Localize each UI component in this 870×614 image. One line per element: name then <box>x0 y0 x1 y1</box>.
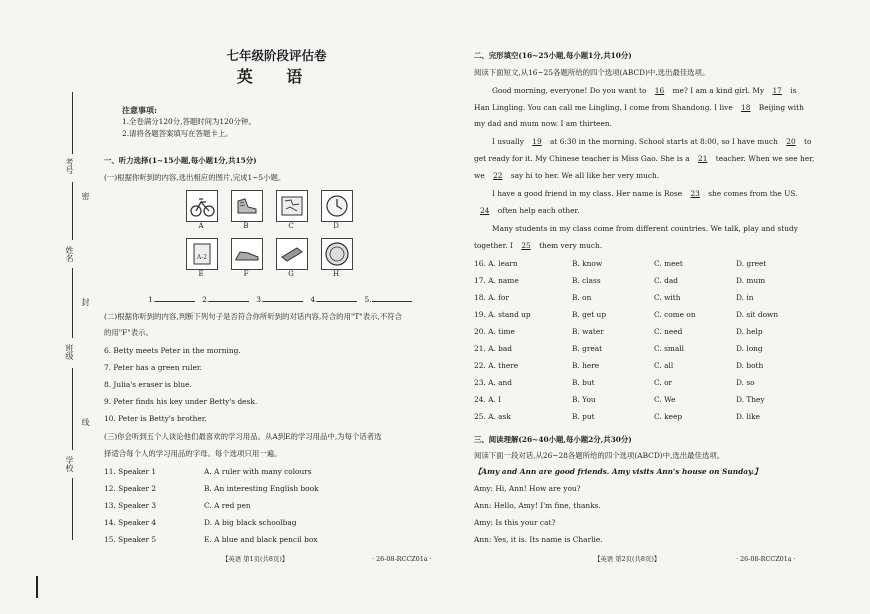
passage-line: Good morning, everyone! Do you want to 16 me? I am a kind girl. My 17 is <box>492 86 797 95</box>
option-b: B. but <box>572 378 595 387</box>
passage-line: get ready for it. My Chinese teacher is Miss Gao. She is a 21 teacher. When we see her, <box>474 154 815 163</box>
speaker-option: E. A blue and black pencil box <box>204 535 318 544</box>
note-line: 2.请将各题答案填写在答题卡上。 <box>122 129 233 138</box>
page-footer: 【英语 第2页(共8页)】 <box>594 555 661 563</box>
passage-line: I usually 19 at 6:30 in the morning. School starts at 8:00, so I have much 20 to <box>492 137 812 146</box>
shoes-icon <box>231 238 263 270</box>
passage-line: together. I 25 them very much. <box>474 241 603 250</box>
option-row <box>474 396 804 406</box>
blank-label: 4. <box>310 295 318 304</box>
passage-line: my dad and mum now. I am thirteen. <box>474 119 612 128</box>
option-row <box>474 379 804 389</box>
binding-mark <box>36 576 38 598</box>
option-a: 22. A. there <box>474 361 519 370</box>
part-2-instruction: (二)根据你听到的内容,判断下列句子是否符合你所听到的对话内容,符合的用"T"表示,不符合 <box>104 312 402 321</box>
answer-blank[interactable] <box>155 294 195 302</box>
binding-gutter <box>0 0 100 614</box>
passage-line: 24 often help each other. <box>480 206 580 215</box>
part-2-instruction-cont: 的用"F"表示。 <box>104 328 153 337</box>
speaker-label: 14. Speaker 4 <box>104 518 157 527</box>
passage-line: I have a good friend in my class. Her name is Rose 23 she comes from the US. <box>492 189 798 198</box>
notes-heading: 注意事项: <box>122 105 157 115</box>
option-c: C. all <box>654 361 674 370</box>
option-row <box>474 311 804 321</box>
speaker-option: C. A red pen <box>204 501 251 510</box>
gutter-label-seal-2: 封 <box>81 298 90 306</box>
option-b: B. water <box>572 327 604 336</box>
option-d: D. sit down <box>736 310 779 319</box>
speaker-option: A. A ruler with many colours <box>204 467 312 476</box>
option-b: B. put <box>572 412 595 421</box>
page-footer: 【英语 第1页(共8页)】 <box>222 555 289 563</box>
gutter-label-school: 学校 <box>65 456 74 472</box>
answer-blank[interactable] <box>317 294 357 302</box>
blank-label: 2. <box>202 295 210 304</box>
blank-label: 1. <box>148 295 156 304</box>
option-row <box>474 294 804 304</box>
option-d: D. greet <box>736 259 767 268</box>
option-d: D. They <box>736 395 765 404</box>
map-icon <box>276 190 308 222</box>
passage-line: Many students in my class come from different countries. We talk, play and study <box>492 224 798 233</box>
option-c: C. dad <box>654 276 678 285</box>
option-c: C. need <box>654 327 683 336</box>
option-b: B. on <box>572 293 592 302</box>
option-a: 20. A. time <box>474 327 515 336</box>
option-a: 24. A. I <box>474 395 502 404</box>
reading-context: 【Amy and Ann are good friends. Amy visits Ann's house on Sunday.】 <box>474 467 762 476</box>
gutter-label-line: 线 <box>81 418 90 426</box>
tf-item: 7. Peter has a green ruler. <box>104 363 202 372</box>
speaker-label: 12. Speaker 2 <box>104 484 157 493</box>
picture-label: H <box>332 270 340 278</box>
section-2-heading: 二、完形填空(16~25小题,每小题1分,共10分) <box>474 51 632 60</box>
blank-label: 5. <box>364 295 372 304</box>
option-a: 16. A. learn <box>474 259 518 268</box>
gutter-label-seal: 密 <box>81 192 90 200</box>
gutter-line <box>72 92 73 154</box>
option-c: C. come on <box>654 310 696 319</box>
calendar-icon <box>186 238 218 270</box>
gutter-line <box>72 478 73 540</box>
option-b: B. great <box>572 344 603 353</box>
option-a: 19. A. stand up <box>474 310 531 319</box>
coin-icon <box>321 238 353 270</box>
page-1 <box>104 0 449 614</box>
option-a: 17. A. name <box>474 276 519 285</box>
dialog-line: Amy: Hi, Ann! How are you? <box>474 484 581 493</box>
part-3-instruction-cont: 择适合每个人的学习用品的字母。每个选项只用一遍。 <box>104 449 282 458</box>
tf-item: 6. Betty meets Peter in the morning. <box>104 346 241 355</box>
option-b: B. get up <box>572 310 607 319</box>
options-grid <box>474 260 804 430</box>
tf-item: 9. Peter finds his key under Betty's desk. <box>104 397 258 406</box>
option-d: D. like <box>736 412 760 421</box>
answer-blank[interactable] <box>263 294 303 302</box>
option-a: 18. A. for <box>474 293 509 302</box>
option-c: C. small <box>654 344 685 353</box>
option-c: C. We <box>654 395 676 404</box>
picture-label: G <box>288 270 294 278</box>
option-c: C. with <box>654 293 681 302</box>
passage-line: Han Lingling. You can call me Lingling. I come from Shandong. I live 18 Beijing with <box>474 103 804 112</box>
speaker-label: 11. Speaker 1 <box>104 467 157 476</box>
section-3-heading: 三、阅读理解(26~40小题,每小题2分,共30分) <box>474 435 632 444</box>
option-d: D. mum <box>736 276 766 285</box>
option-row <box>474 345 804 355</box>
sneakers-icon <box>231 190 263 222</box>
option-d: D. help <box>736 327 763 336</box>
passage-line: we 22 say hi to her. We all like her very much. <box>474 171 660 180</box>
dialog-line: Ann: Yes, it is. Its name is Charlie. <box>474 535 603 544</box>
tf-item: 8. Julia's eraser is blue. <box>104 380 192 389</box>
picture-label: F <box>243 270 249 278</box>
tf-item: 10. Peter is Betty's brother. <box>104 414 207 423</box>
section-1-heading: 一、听力选择(1~15小题,每小题1分,共15分) <box>104 156 257 165</box>
note-line: 1.全卷满分120分,答题时间为120分钟。 <box>122 117 256 126</box>
option-b: B. You <box>572 395 596 404</box>
answer-blank[interactable] <box>209 294 249 302</box>
gutter-label-class: 班级 <box>65 344 74 360</box>
bicycle-icon <box>186 190 218 222</box>
option-d: D. so <box>736 378 755 387</box>
cloze-instruction: 阅读下面短文,从16~25各题所给的四个选项(ABCD)中,选出最佳选项。 <box>474 68 710 77</box>
dialog-line: Ann: Hello, Amy! I'm fine, thanks. <box>474 501 601 510</box>
speaker-option: B. An interesting English book <box>204 484 319 493</box>
picture-label: E <box>198 270 204 278</box>
speaker-option: D. A big black schoolbag <box>204 518 297 527</box>
option-a: 21. A. bad <box>474 344 513 353</box>
gutter-line <box>72 268 73 338</box>
option-d: D. in <box>736 293 754 302</box>
option-b: B. class <box>572 276 601 285</box>
answer-blank[interactable] <box>372 294 412 302</box>
pencil-case-icon <box>276 238 308 270</box>
picture-label: C <box>288 222 294 230</box>
speaker-label: 13. Speaker 3 <box>104 501 157 510</box>
page-2 <box>474 0 814 614</box>
option-row <box>474 277 804 287</box>
option-row <box>474 328 804 338</box>
option-b: B. here <box>572 361 600 370</box>
page-code: · 26-08-RCCZ01a · <box>372 555 432 563</box>
clock-icon <box>321 190 353 222</box>
option-row <box>474 260 804 270</box>
picture-label: D <box>333 222 339 230</box>
gutter-label-name: 姓名 <box>65 246 74 262</box>
gutter-line <box>72 368 73 450</box>
picture-label: A <box>198 222 204 230</box>
option-c: C. keep <box>654 412 683 421</box>
blank-label: 3. <box>256 295 264 304</box>
gutter-label-exam-number: 考号 <box>65 158 74 174</box>
option-b: B. know <box>572 259 603 268</box>
speaker-label: 15. Speaker 5 <box>104 535 157 544</box>
option-row <box>474 362 804 372</box>
option-row <box>474 413 804 423</box>
dialog-line: Amy: Is this your cat? <box>474 518 556 527</box>
gutter-line <box>72 182 73 240</box>
subject-title: 英 语 <box>236 67 317 86</box>
option-d: D. both <box>736 361 764 370</box>
option-a: 25. A. ask <box>474 412 511 421</box>
part-1-instruction: (一)根据你听到的内容,选出相应的图片,完成1~5小题。 <box>104 173 286 182</box>
option-d: D. long <box>736 344 763 353</box>
reading-instruction: 阅读下面一段对话,从26~28各题所给的四个选项(ABCD)中,选出最佳选项。 <box>474 451 725 460</box>
picture-label: B <box>243 222 249 230</box>
option-a: 23. A. and <box>474 378 513 387</box>
exam-title: 七年级阶段评估卷 <box>226 48 327 63</box>
option-c: C. or <box>654 378 673 387</box>
page-code: · 26-08-RCCZ01a · <box>736 555 796 563</box>
option-c: C. meet <box>654 259 683 268</box>
answer-blanks-row <box>148 294 412 303</box>
svg-text:A-2: A-2 <box>196 254 208 261</box>
part-3-instruction: (三)你会听到五个人谈论他们最喜欢的学习用品。从A到E的学习用品中,为每个话者选 <box>104 432 382 441</box>
